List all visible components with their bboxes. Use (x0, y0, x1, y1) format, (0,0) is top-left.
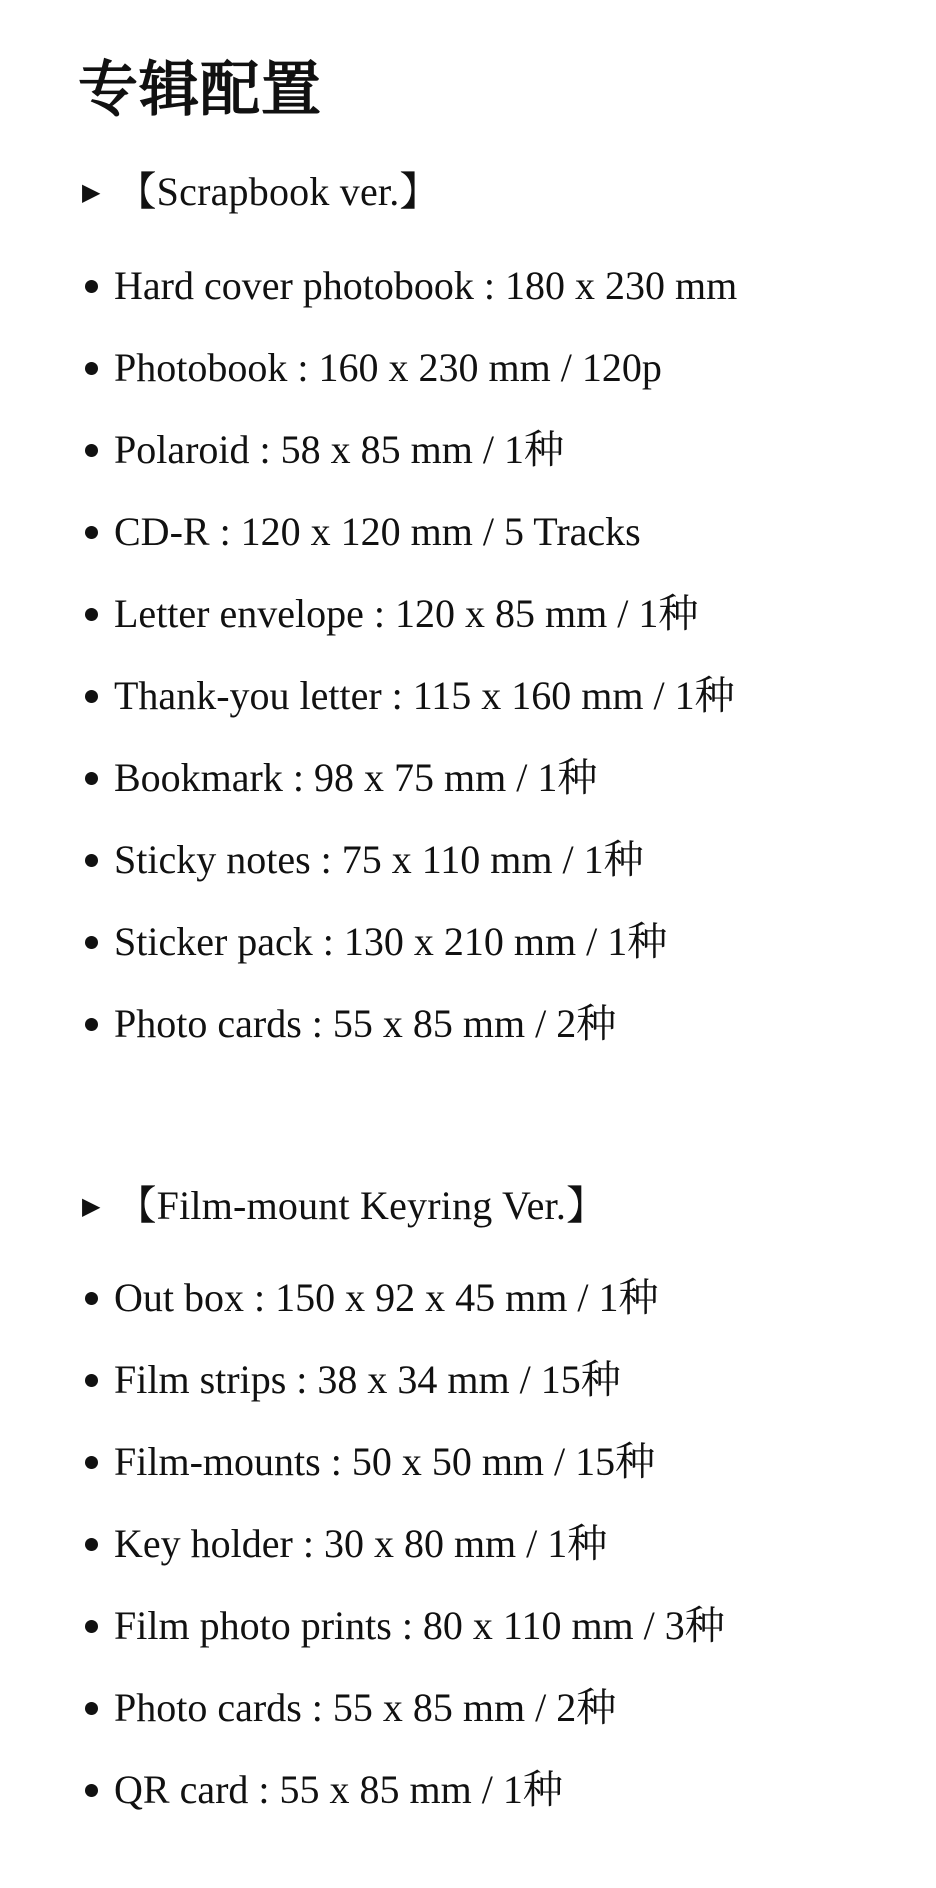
list-item: Bookmark : 98 x 75 mm / 1种 (85, 752, 597, 804)
bullet-icon (85, 1018, 98, 1031)
list-item: Film strips : 38 x 34 mm / 15种 (85, 1354, 621, 1406)
list-item: QR card : 55 x 85 mm / 1种 (85, 1764, 563, 1816)
bullet-icon (85, 1702, 98, 1715)
triangle-right-icon: ▶ (82, 178, 101, 206)
bullet-icon (85, 1292, 98, 1305)
bullet-icon (85, 608, 98, 621)
list-item: Film-mounts : 50 x 50 mm / 15种 (85, 1436, 655, 1488)
bullet-icon (85, 690, 98, 703)
list-item: Photo cards : 55 x 85 mm / 2种 (85, 1682, 616, 1734)
section-heading-film-mount-keyring: ▶ 【Film-mount Keyring Ver.】 (82, 1180, 606, 1232)
list-item: Thank-you letter : 115 x 160 mm / 1种 (85, 670, 735, 722)
list-item: Key holder : 30 x 80 mm / 1种 (85, 1518, 607, 1570)
list-item: Sticky notes : 75 x 110 mm / 1种 (85, 834, 644, 886)
list-item: Film photo prints : 80 x 110 mm / 3种 (85, 1600, 725, 1652)
bullet-icon (85, 854, 98, 867)
list-item: Polaroid : 58 x 85 mm / 1种 (85, 424, 564, 476)
triangle-right-icon: ▶ (82, 1192, 101, 1220)
list-item: Sticker pack : 130 x 210 mm / 1种 (85, 916, 667, 968)
bullet-icon (85, 1456, 98, 1469)
bullet-icon (85, 280, 98, 293)
bullet-icon (85, 936, 98, 949)
list-item: Out box : 150 x 92 x 45 mm / 1种 (85, 1272, 658, 1324)
bullet-icon (85, 1374, 98, 1387)
list-item: Photobook : 160 x 230 mm / 120p (85, 342, 662, 394)
list-item: Hard cover photobook : 180 x 230 mm (85, 260, 737, 312)
bullet-icon (85, 1620, 98, 1633)
bullet-icon (85, 526, 98, 539)
bullet-icon (85, 362, 98, 375)
page-title: 专辑配置 (78, 57, 322, 123)
bullet-icon (85, 444, 98, 457)
bullet-icon (85, 1538, 98, 1551)
bullet-icon (85, 1784, 98, 1797)
bullet-icon (85, 772, 98, 785)
section-heading-scrapbook: ▶ 【Scrapbook ver.】 (82, 166, 440, 218)
list-item: Photo cards : 55 x 85 mm / 2种 (85, 998, 616, 1050)
list-item: CD-R : 120 x 120 mm / 5 Tracks (85, 506, 641, 558)
list-item: Letter envelope : 120 x 85 mm / 1种 (85, 588, 698, 640)
